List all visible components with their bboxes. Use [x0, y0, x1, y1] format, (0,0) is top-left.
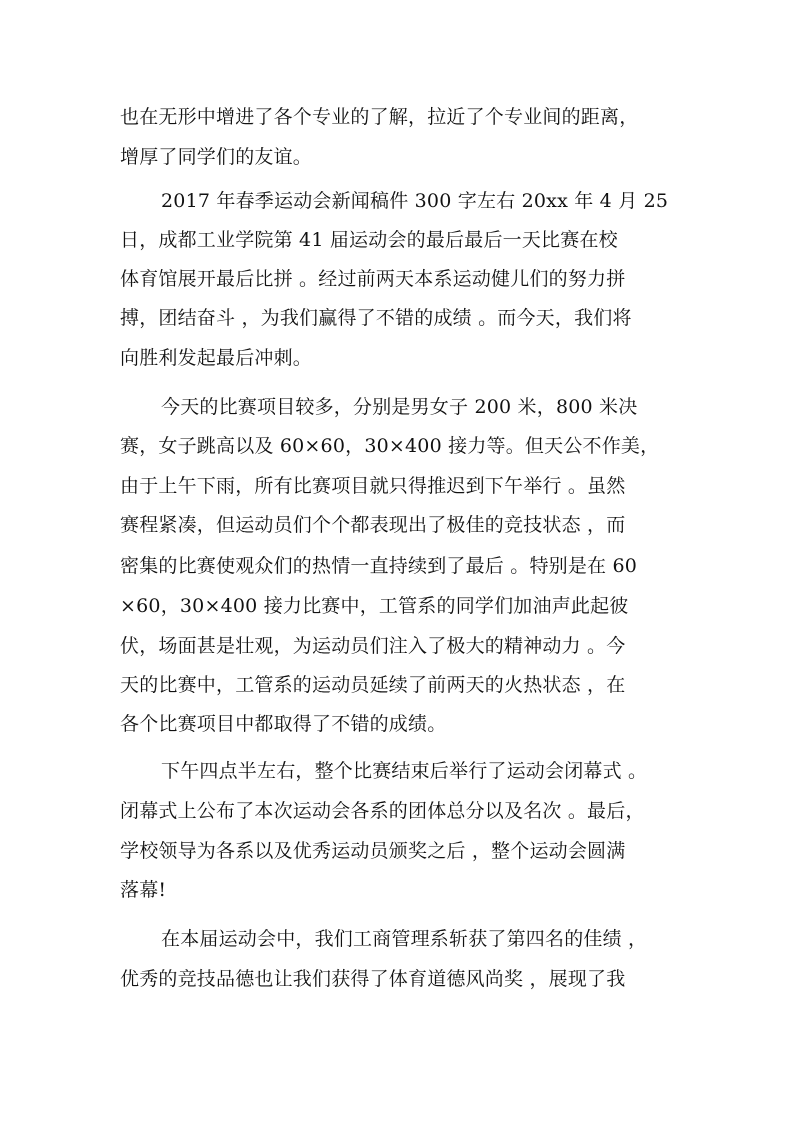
text-line: ×60，30×400 接力比赛中，工管系的同学们加油声此起彼 — [120, 595, 629, 617]
text-line: 赛，女子跳高以及 60×60，30×400 接力等。但天公不作美， — [120, 435, 660, 457]
text-line: 落幕! — [120, 879, 167, 901]
text-line: 赛程紧凑，但运动员们个个都表现出了极佳的竞技状态 ，而 — [120, 514, 626, 536]
text-line: 向胜利发起最后冲刺。 — [120, 347, 313, 369]
text-line: 也在无形中增进了各个专业的了解，拉近了个专业间的距离， — [120, 106, 639, 128]
text-line: 天的比赛中，工管系的运动员延续了前两天的火热状态 ，在 — [120, 674, 626, 696]
text-line: 在本届运动会中，我们工商管理系斩获了第四名的佳绩 ， — [161, 928, 648, 950]
text-line: 伏，场面甚是壮观，为运动员们注入了极大的精神动力 。今 — [120, 635, 626, 657]
text-line: 日，成都工业学院第 41 届运动会的最后最后一天比赛在校 — [120, 229, 618, 251]
text-line: 2017 年春季运动会新闻稿件 300 字左右 20xx 年 4 月 25 — [161, 190, 669, 212]
text-line: 学校领导为各系以及优秀运动员颁奖之后 ，整个运动会圆满 — [120, 840, 626, 862]
text-line: 增厚了同学们的友谊。 — [120, 146, 313, 168]
text-line: 下午四点半左右，整个比赛结束后举行了运动会闭幕式 。 — [161, 760, 648, 782]
text-line: 闭幕式上公布了本次运动会各系的团体总分以及名次 。最后， — [120, 800, 645, 822]
text-line: 体育馆展开最后比拼 。经过前两天本系运动健儿们的努力拼 — [120, 268, 626, 290]
text-line: 密集的比赛使观众们的热情一直持续到了最后 。特别是在 60 — [120, 555, 638, 577]
text-line: 搏，团结奋斗 ，为我们赢得了不错的成绩 。而今天，我们将 — [120, 307, 632, 329]
text-line: 各个比赛项目中都取得了不错的成绩。 — [120, 713, 447, 735]
text-line: 今天的比赛项目较多，分别是男女子 200 米，800 米决 — [161, 396, 638, 418]
text-line: 由于上午下雨，所有比赛项目就只得推迟到下午举行 。虽然 — [120, 475, 626, 497]
text-line: 优秀的竞技品德也让我们获得了体育道德风尚奖 ，展现了我 — [120, 968, 626, 990]
